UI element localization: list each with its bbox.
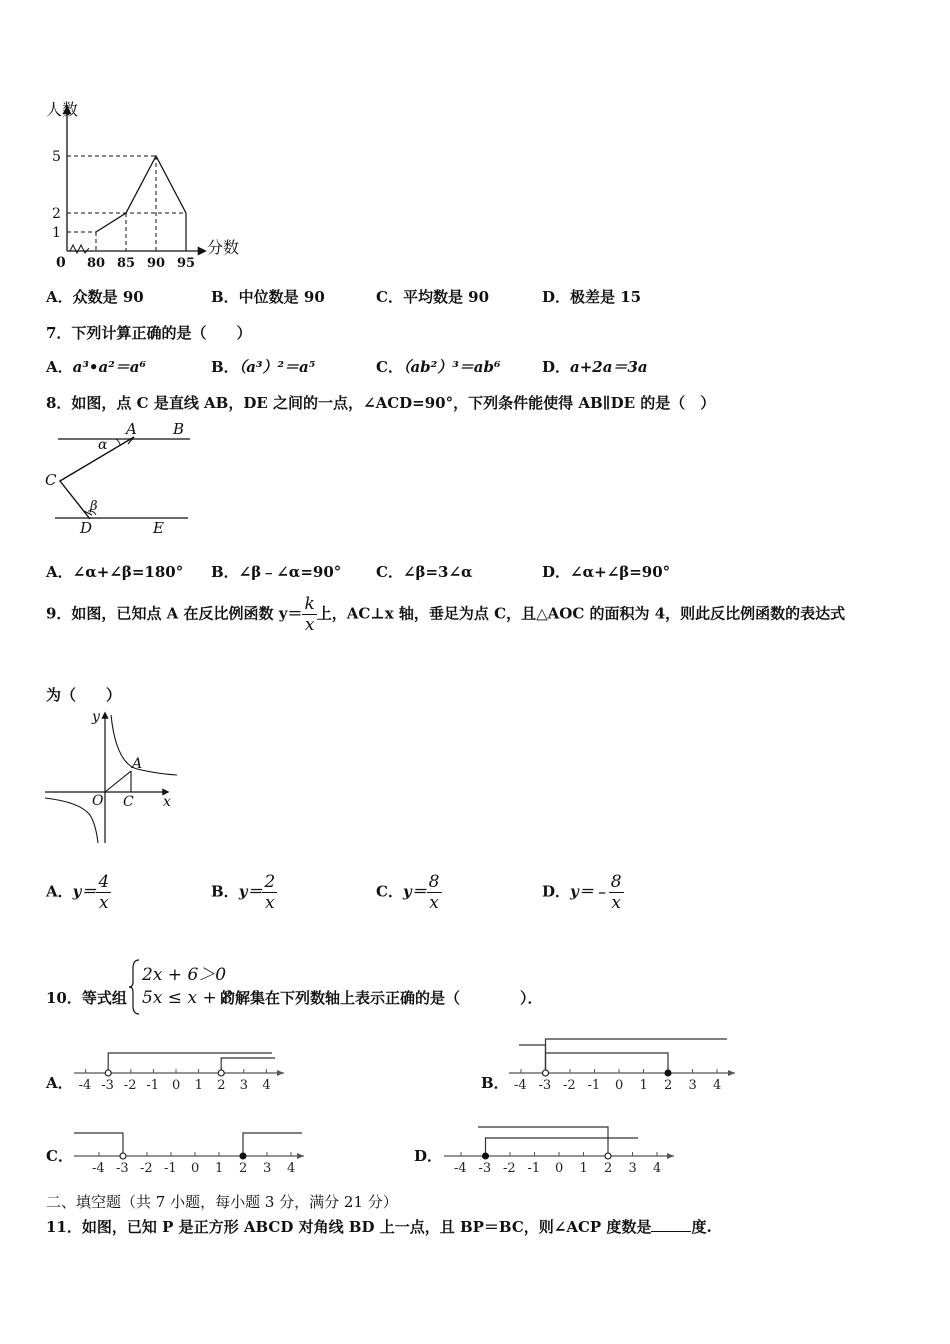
tick-label: 0 xyxy=(615,1078,624,1093)
q10-stem-before: 10．等式组 xyxy=(46,989,127,1007)
q11-stem: 11．如图，已知 P 是正方形 ABCD 对角线 BD 上一点，且 BP＝BC，则∠ACP 度数是 度. xyxy=(46,1218,712,1236)
tick-label: 2 xyxy=(664,1078,673,1093)
closed-dot-icon xyxy=(665,1070,671,1076)
q7-stem: 7．下列计算正确的是（ ） xyxy=(46,324,252,342)
tick-label: 2 xyxy=(239,1161,248,1176)
q10-option-b-label[interactable]: B． xyxy=(481,1074,509,1092)
arrow-icon xyxy=(297,1153,304,1159)
data-line xyxy=(96,156,186,232)
q10-brace xyxy=(129,958,141,1016)
q9-stem-line2: 为（ ） xyxy=(46,686,122,704)
tick-label: -4 xyxy=(454,1161,467,1176)
tick-label: 3 xyxy=(628,1161,637,1176)
open-dot-icon xyxy=(218,1070,224,1076)
q9-option-b[interactable]: B．y＝ $\frac{2}{x}$ xyxy=(211,872,276,913)
y-tick-label: 1 xyxy=(52,225,61,241)
q8-option-b[interactable]: B．∠β﹣∠α=90° xyxy=(211,563,342,581)
tick-label: 3 xyxy=(239,1078,249,1093)
tick-label: 2 xyxy=(604,1161,613,1176)
axis-break-icon xyxy=(70,245,89,253)
label-c: C xyxy=(45,471,57,489)
y-axis-label: 人数 xyxy=(46,100,79,119)
tick-label: 4 xyxy=(287,1161,296,1176)
solution-bracket xyxy=(243,1133,302,1156)
label-o: O xyxy=(92,793,104,809)
tick-label: -4 xyxy=(514,1078,527,1093)
q10-option-d-label[interactable]: D． xyxy=(414,1147,443,1165)
tick-label: -2 xyxy=(140,1161,153,1176)
q8-stem: 8．如图，点 C 是直线 AB，DE 之间的一点，∠ACD=90°，下列条件能使得 AB∥DE 的是（ ） xyxy=(46,394,716,412)
tick-label: 1 xyxy=(579,1161,588,1176)
tick-label: -3 xyxy=(478,1161,492,1176)
tick-label: -2 xyxy=(563,1078,576,1093)
q9-figure xyxy=(40,705,190,847)
tick-label: -1 xyxy=(527,1161,541,1176)
q10-number-line-c[interactable] xyxy=(70,1125,310,1177)
arrow-icon xyxy=(667,1153,674,1159)
q10-stem-after: 的解集在下列数轴上表示正确的是（ ）． xyxy=(220,989,543,1007)
segment-oa xyxy=(105,771,131,792)
q9-option-a[interactable]: A．y＝ $\frac{4}{x}$ xyxy=(46,872,110,913)
open-dot-icon xyxy=(605,1153,611,1159)
tick-label: 3 xyxy=(688,1078,697,1093)
tick-label: -3 xyxy=(116,1161,129,1176)
label-e: E xyxy=(153,519,164,537)
solution-bracket xyxy=(546,1039,728,1073)
q6-option-b[interactable]: B．中位数是 90 xyxy=(211,288,325,306)
q8-option-c[interactable]: C．∠β=3∠α xyxy=(376,563,473,581)
tick-label: -3 xyxy=(538,1078,552,1093)
q6-option-c[interactable]: C．平均数是 90 xyxy=(376,288,490,306)
q10-option-a-label[interactable]: A． xyxy=(46,1074,73,1092)
tick-label: 0 xyxy=(191,1161,200,1176)
hyperbola-branch-1 xyxy=(111,715,177,775)
closed-dot-icon xyxy=(240,1153,246,1159)
q9-option-d[interactable]: D．y＝﹣ $\frac{8}{x}$ xyxy=(542,872,622,913)
q8-option-a[interactable]: A．∠α+∠β=180° xyxy=(46,563,184,581)
q6-line-chart xyxy=(40,95,260,275)
tick-label: -4 xyxy=(92,1161,105,1176)
q9-option-c[interactable]: C．y＝ $\frac{8}{x}$ xyxy=(376,872,440,913)
tick-label: -1 xyxy=(146,1078,160,1093)
tick-label: -1 xyxy=(164,1161,177,1176)
tick-label: 4 xyxy=(262,1078,271,1093)
tick-label: -2 xyxy=(503,1161,516,1176)
tick-label: -2 xyxy=(123,1078,137,1093)
q10-system-line2: 5x ≤ x + 8 xyxy=(142,988,233,1008)
open-dot-icon xyxy=(120,1153,126,1159)
y-tick-label: 5 xyxy=(52,149,61,165)
tick-label: 4 xyxy=(713,1078,722,1093)
solution-bracket xyxy=(108,1053,272,1073)
label-alpha: α xyxy=(98,437,108,453)
label-d: D xyxy=(80,519,93,537)
section-heading: 二、填空题（共 7 小题，每小题 3 分，满分 21 分） xyxy=(46,1193,398,1211)
x-tick-label: 90 xyxy=(147,256,166,271)
tick-label: -3 xyxy=(101,1078,114,1093)
label-beta: β xyxy=(90,499,98,514)
q8-figure xyxy=(40,415,200,540)
solution-bracket xyxy=(221,1058,275,1073)
tick-label: 4 xyxy=(653,1161,662,1176)
label-a: A xyxy=(126,420,137,438)
q10-number-line-d[interactable] xyxy=(440,1120,680,1177)
tick-label: 1 xyxy=(639,1078,648,1093)
label-c: C xyxy=(123,794,134,810)
solution-bracket xyxy=(519,1045,546,1073)
q10-number-line-b[interactable] xyxy=(505,1038,740,1095)
q7-option-b[interactable]: B．（a³）²＝a⁵ xyxy=(211,358,316,376)
solution-bracket xyxy=(478,1127,608,1156)
label-y: y xyxy=(92,709,100,725)
tick-label: 2 xyxy=(217,1078,226,1093)
q6-option-a[interactable]: A．众数是 90 xyxy=(46,288,144,306)
tick-label: -1 xyxy=(587,1078,601,1093)
hyperbola-branch-2 xyxy=(45,798,98,843)
q7-option-c[interactable]: C．（ab²）³＝ab⁶ xyxy=(376,358,501,376)
solution-bracket xyxy=(486,1138,639,1156)
origin-label: 0 xyxy=(56,255,66,271)
x-tick-label: 80 xyxy=(87,256,106,271)
tick-label: -4 xyxy=(78,1078,92,1093)
q7-option-a[interactable]: A．a³•a²＝a⁶ xyxy=(46,358,147,376)
closed-dot-icon xyxy=(483,1153,489,1159)
open-dot-icon xyxy=(543,1070,549,1076)
arrow-icon xyxy=(728,1070,735,1076)
tick-label: 1 xyxy=(215,1161,224,1176)
x-tick-label: 85 xyxy=(117,256,136,271)
tick-label: 0 xyxy=(555,1161,564,1176)
solution-bracket xyxy=(546,1053,669,1073)
q7-option-d[interactable]: D．a+2a＝3a xyxy=(542,358,648,376)
q10-number-line-a[interactable] xyxy=(70,1045,290,1095)
q10-system-line1: 2x + 6＞0 xyxy=(142,965,227,985)
answer-blank[interactable] xyxy=(651,1217,691,1232)
q10-option-c-label[interactable]: C． xyxy=(46,1147,73,1165)
tick-label: 0 xyxy=(172,1078,181,1093)
label-b: B xyxy=(173,420,185,438)
open-dot-icon xyxy=(105,1070,111,1076)
q6-option-d[interactable]: D．极差是 15 xyxy=(542,288,642,306)
arrow-icon xyxy=(277,1070,284,1076)
x-axis-label: 分数 xyxy=(207,238,240,257)
tick-label: 3 xyxy=(263,1161,272,1176)
x-tick-label: 95 xyxy=(177,256,196,271)
label-x: x xyxy=(163,794,171,810)
q9-stem: 9．如图，已知点 A 在反比例函数 y＝ $\frac{k}{x}$ 上，AC⊥x 轴，垂足为点 C，且△AOC 的面积为 4，则此反比例函数的表达式 xyxy=(46,594,846,635)
tick-label: 1 xyxy=(194,1078,203,1093)
y-tick-label: 2 xyxy=(52,206,61,222)
q8-option-d[interactable]: D．∠α+∠β=90° xyxy=(542,563,671,581)
label-a: A xyxy=(132,756,143,772)
